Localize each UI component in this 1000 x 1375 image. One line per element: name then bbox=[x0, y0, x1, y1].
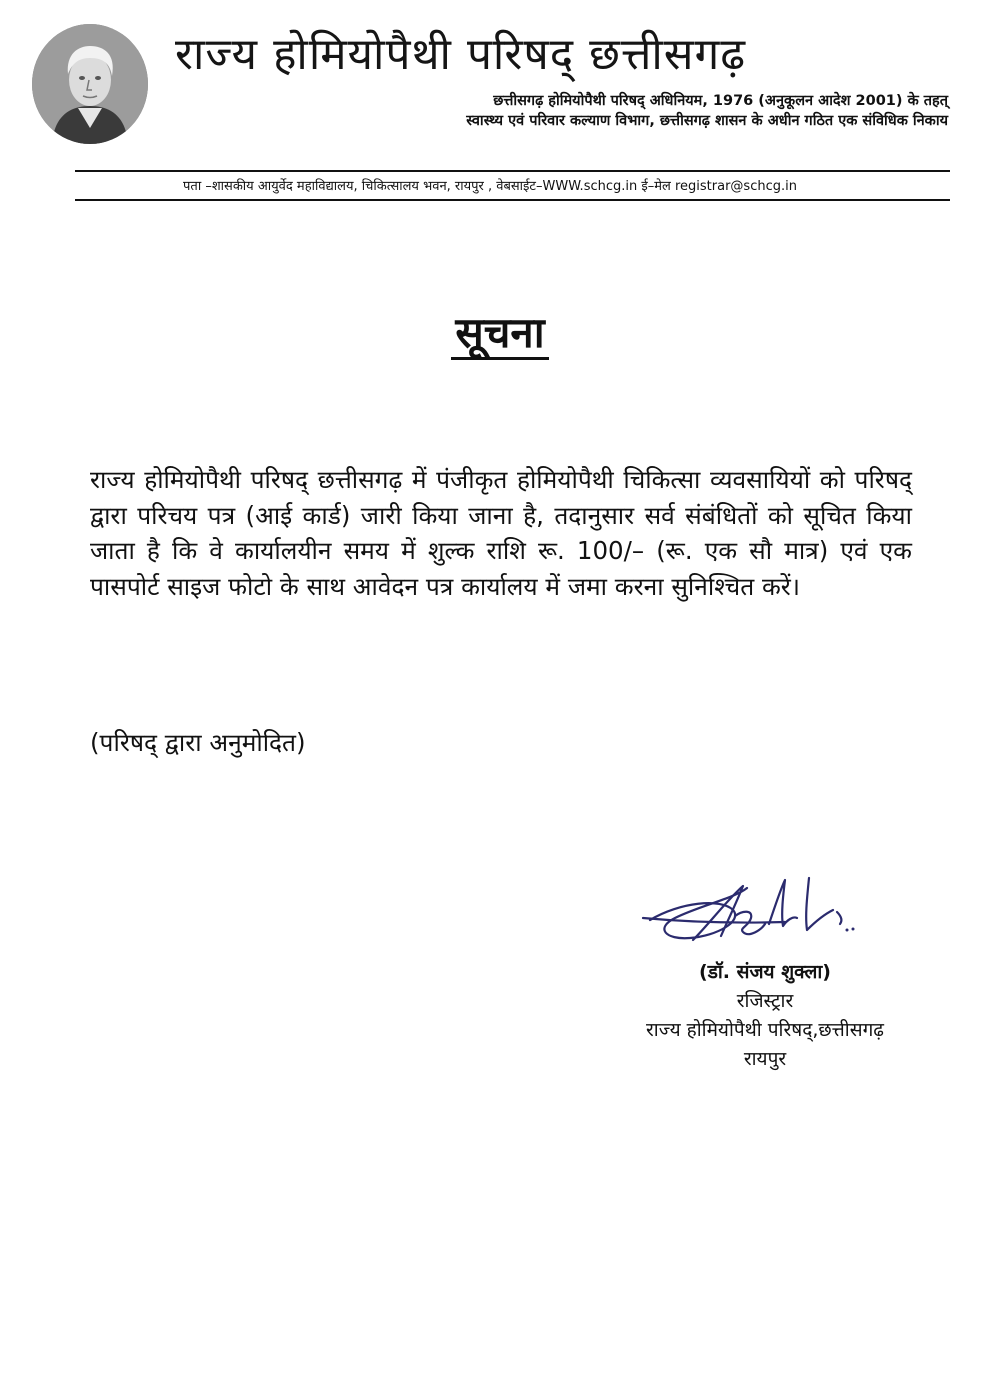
header-divider-bottom bbox=[75, 199, 950, 201]
signature-icon bbox=[635, 858, 865, 958]
notice-heading-text: सूचना bbox=[451, 308, 548, 360]
notice-body: राज्य होमियोपैथी परिषद् छत्तीसगढ़ में पंजीकृत होमियोपैथी चिकित्सा व्यवसायियों को परिषद् द्वारा परिचय पत्र (आई कार्ड) जारी किया जाना है, तदानुसार सर्व संबंधितों को सूचित किया जाता है कि वे कार्यालयीन समय में शुल्क राशि रू. 100/– (रू. एक सौ मात्र) एवं एक पासपोर्ट साइज फोटो के साथ आवेदन पत्र कार्यालय में जमा करना सुनिश्चित करें। bbox=[90, 465, 912, 601]
act-line: छत्तीसगढ़ होमियोपैथी परिषद् अधिनियम, 1976 (अनुकूलन आदेश 2001) के तहत् bbox=[493, 93, 948, 109]
notice-heading bbox=[0, 305, 1000, 361]
founder-portrait-icon bbox=[32, 24, 148, 144]
approval-note: (परिषद् द्वारा अनुमोदित) bbox=[90, 728, 306, 757]
header-divider-top bbox=[75, 170, 950, 172]
authority-line: स्वास्थ्य एवं परिवार कल्याण विभाग, छत्तीसगढ़ शासन के अधीन गठित एक संविधिक निकाय bbox=[466, 113, 948, 129]
signatory-organization: राज्य होमियोपैथी परिषद्,छत्तीसगढ़ bbox=[646, 1019, 884, 1041]
signatory-city: रायपुर bbox=[743, 1048, 787, 1070]
council-title: राज्य होमियोपैथी परिषद् छत्तीसगढ़ bbox=[175, 29, 747, 80]
signatory-name: (डॉ. संजय शुक्ला) bbox=[699, 961, 831, 983]
address-line: पता –शासकीय आयुर्वेद महाविद्यालय, चिकित्सालय भवन, रायपुर , वेबसाईट–WWW.schcg.in ई–मेल registrar@schcg.in bbox=[183, 179, 797, 194]
signatory-block bbox=[590, 958, 940, 1074]
signatory-designation: रजिस्ट्रार bbox=[736, 990, 794, 1012]
